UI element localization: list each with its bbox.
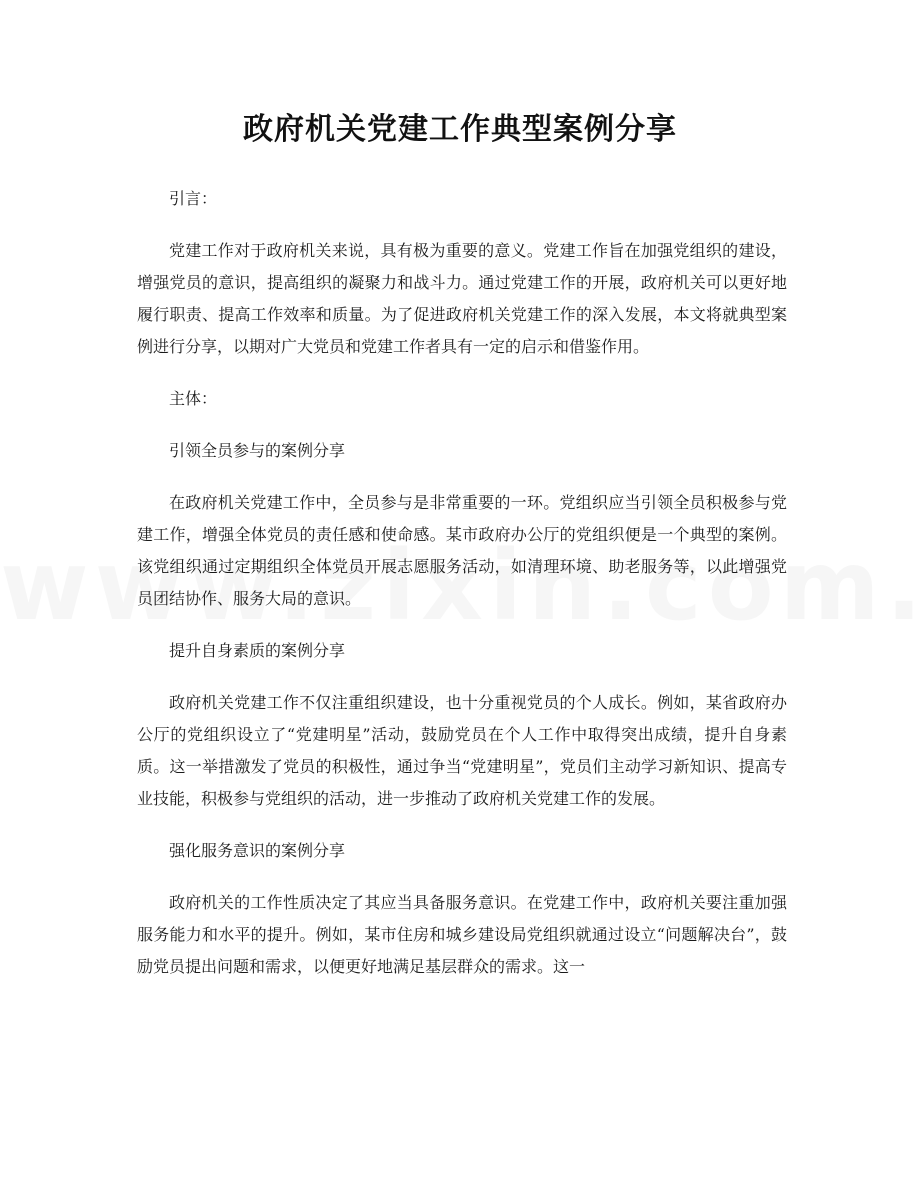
- paragraph-service-awareness: 政府机关的工作性质决定了其应当具备服务意识。在党建工作中，政府机关要注重加强服务能力和水平的提升。例如，某市住房和城乡建设局党组织就通过设立“问题解决台”，鼓励党员提出问题和需求，以便更好地满足基层群众的需求。这一: [137, 893, 787, 976]
- document-body: [137, 183, 787, 1003]
- section-label-intro: 引言：: [169, 189, 218, 208]
- subheading-self-quality: 提升自身素质的案例分享: [169, 641, 346, 660]
- paragraph-self-quality: 政府机关党建工作不仅注重组织建设，也十分重视党员的个人成长。例如，某省政府办公厅的党组织设立了“党建明星”活动，鼓励党员在个人工作中取得突出成绩，提升自身素质。这一举措激发了党员的积极性，通过争当“党建明星”，党员们主动学习新知识、提高专业技能，积极参与党组织的活动，进一步推动了政府机关党建工作的发展。: [137, 693, 787, 808]
- subheading-service-awareness: 强化服务意识的案例分享: [169, 841, 346, 860]
- paragraph-intro: 党建工作对于政府机关来说，具有极为重要的意义。党建工作旨在加强党组织的建设，增强党员的意识，提高组织的凝聚力和战斗力。通过党建工作的开展，政府机关可以更好地履行职责、提高工作效率和质量。为了促进政府机关党建工作的深入发展，本文将就典型案例进行分享，以期对广大党员和党建工作者具有一定的启示和借鉴作用。: [137, 241, 787, 356]
- paragraph-full-participation: 在政府机关党建工作中，全员参与是非常重要的一环。党组织应当引领全员积极参与党建工作，增强全体党员的责任感和使命感。某市政府办公厅的党组织便是一个典型的案例。该党组织通过定期组织全体党员开展志愿服务活动，如清理环境、助老服务等，以此增强党员团结协作、服务大局的意识。: [137, 493, 787, 608]
- document-title: 政府机关党建工作典型案例分享: [243, 112, 677, 147]
- subheading-full-participation: 引领全员参与的案例分享: [169, 441, 346, 460]
- section-label-main: 主体：: [169, 389, 218, 408]
